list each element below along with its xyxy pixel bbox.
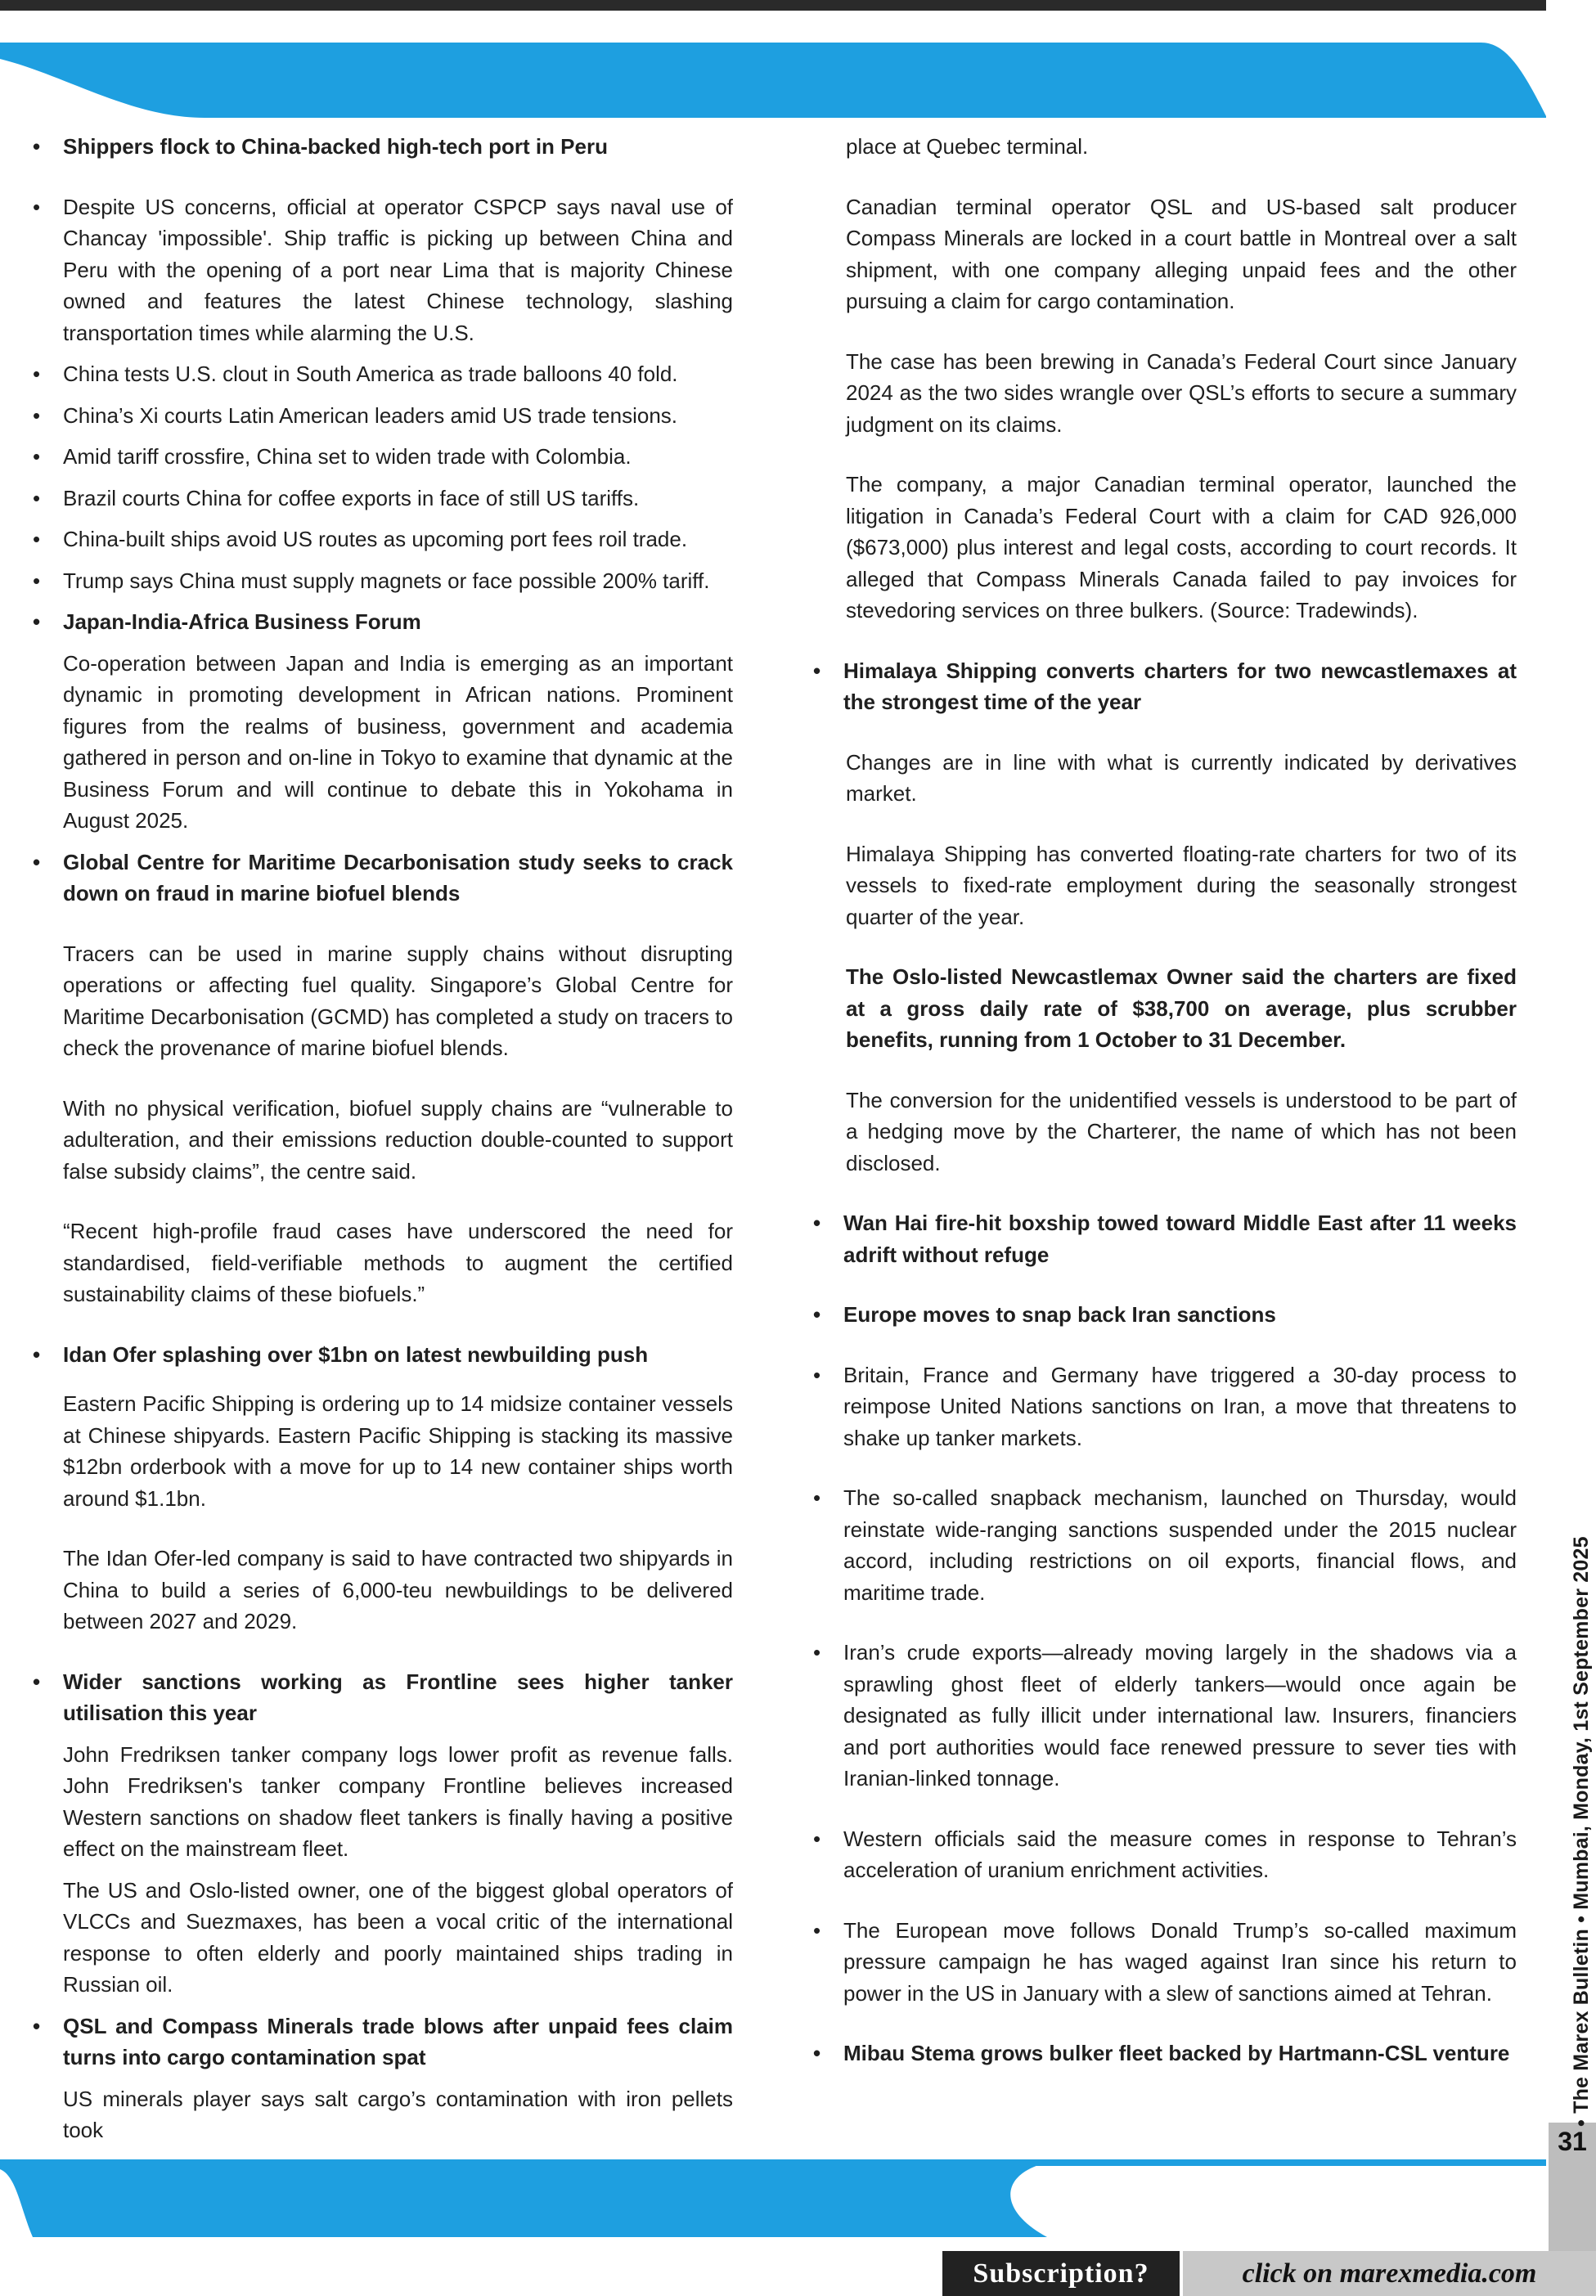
news-paragraph: place at Quebec terminal. <box>846 134 1089 159</box>
news-headline: • Japan-India-Africa Business Forum <box>33 606 733 638</box>
news-bullet: • Britain, France and Germany have triggered a 30-day process to reimpose United Nations sanctions on Iran, a move that threatens to shake up tanker markets. <box>813 1359 1517 1454</box>
news-bullet: • China tests U.S. clout in South America as trade balloons 40 fold. <box>33 358 733 390</box>
subscription-label: Subscription? <box>942 2251 1180 2296</box>
news-highlight: The Oslo-listed Newcastlemax Owner said the charters are fixed at a gross daily rate of $38,700 on average, plus scrubber benefits, running from 1 October to 31 December. <box>846 964 1517 1052</box>
left-column <box>33 131 733 2146</box>
marexmedia-link[interactable]: click on marexmedia.com <box>1183 2251 1596 2296</box>
news-paragraph: The Idan Ofer-led company is said to have contracted two shipyards in China to build a series of 6,000-teu newbuildings to be delivered between 2027 and 2029. <box>63 1546 733 1633</box>
news-headline: • Europe moves to snap back Iran sanctions <box>813 1299 1517 1331</box>
news-bullet: • Brazil courts China for coffee exports in face of still US tariffs. <box>33 483 733 514</box>
news-bullet: • Trump says China must supply magnets or face possible 200% tariff. <box>33 565 733 597</box>
news-paragraph: The case has been brewing in Canada’s Federal Court since January 2024 as the two sides wrangle over QSL’s efforts to secure a summary judgment on its claims. <box>846 348 1517 437</box>
news-bullet: • The so-called snapback mechanism, launched on Thursday, would reinstate wide-ranging sanctions suspended under the 2015 nuclear accord, including restrictions on oil exports, financial flows, and maritime trade. <box>813 1482 1517 1608</box>
news-paragraph: “Recent high-profile fraud cases have underscored the need for standardised, field-verifiable methods to augment the certified sustainability claims of these biofuels.” <box>63 1219 733 1306</box>
news-paragraph: Co-operation between Japan and India is emerging as an important dynamic in promoting development in African nations. Prominent figures from the realms of business, government and academia gathered in person and on-line in Tokyo to examine that dynamic at the Business Forum and will continue to debate this in Yokohama in August 2025. <box>63 650 733 833</box>
news-bullet: • China’s Xi courts Latin American leaders amid US trade tensions. <box>33 400 733 432</box>
news-headline: • Mibau Stema grows bulker fleet backed by Hartmann-CSL venture <box>813 2038 1517 2069</box>
page-number: 31 <box>1558 2127 1587 2156</box>
news-headline: • Idan Ofer splashing over $1bn on latest newbuilding push <box>33 1339 733 1371</box>
news-bullet: • The European move follows Donald Trump’s so-called maximum pressure campaign he has waged against Iran since his return to power in the US in January with a slew of sanctions aimed at Tehran. <box>813 1915 1517 2010</box>
news-headline: • Wan Hai fire-hit boxship towed toward Middle East after 11 weeks adrift without refuge <box>813 1207 1517 1270</box>
news-paragraph: John Fredriksen tanker company logs lower profit as revenue falls. John Fredriksen's tanker company Frontline believes increased Western sanctions on shadow fleet tankers is finally having a positive effect on the mainstream fleet. <box>63 1741 733 1861</box>
news-headline: • Global Centre for Maritime Decarbonisation study seeks to crack down on fraud in marine biofuel blends <box>33 847 733 910</box>
top-rule <box>0 0 1546 11</box>
news-bullet: • Amid tariff crossfire, China set to widen trade with Colombia. <box>33 441 733 473</box>
news-paragraph: Canadian terminal operator QSL and US-based salt producer Compass Minerals are locked in a court battle in Montreal over a salt shipment, with one company alleging unpaid fees and the other pursuing a claim for cargo contamination. <box>846 194 1517 313</box>
news-paragraph: The company, a major Canadian terminal operator, launched the litigation in Canada’s Federal Court with a claim for CAD 926,000 ($673,000) plus interest and legal costs, according to court records. It alleged that Compass Minerals Canada failed to pay invoices for stevedoring services on three bulkers. (Source: Tradewinds). <box>846 472 1517 622</box>
news-bullet: • China-built ships avoid US routes as upcoming port fees roil trade. <box>33 523 733 555</box>
news-paragraph: With no physical verification, biofuel supply chains are “vulnerable to adulteration, and their emissions reduction double-counted to support false subsidy claims”, the centre said. <box>63 1095 733 1184</box>
news-paragraph: The US and Oslo-listed owner, one of the biggest global operators of VLCCs and Suezmaxes, has been a vocal critic of the international response to often elderly and poorly maintained ships trading in Russian oil. <box>63 1877 733 1997</box>
footer-wave-band <box>0 2159 1596 2237</box>
news-headline: • Himalaya Shipping converts charters for two newcastlemaxes at the strongest time of the year <box>813 655 1517 718</box>
publication-sidebar: • The Marex Bulletin • Mumbai, Monday, 1st September 2025 <box>1570 1536 1593 2127</box>
header-wave-band <box>0 43 1596 118</box>
news-paragraph: Eastern Pacific Shipping is ordering up to 14 midsize container vessels at Chinese shipyards. Eastern Pacific Shipping is stacking its massive $12bn orderbook with a move for up to 14 new container ships worth around $1.1bn. <box>63 1391 733 1511</box>
news-headline: • QSL and Compass Minerals trade blows after unpaid fees claim turns into cargo contamination spat <box>33 2011 733 2074</box>
news-bullet: • Iran’s crude exports—already moving largely in the shadows via a sprawling ghost fleet of elderly tankers—would once again be designated as fully illicit under international law. Insurers, financiers and port authorities would face renewed pressure to sever ties with Iranian-linked tonnage. <box>813 1637 1517 1795</box>
news-bullet: • Despite US concerns, official at operator CSPCP says naval use of Chancay 'impossible'. Ship traffic is picking up between China and Peru with the opening of a port near Lima that is majority Chinese owned and features the latest Chinese technology, slashing transportation times while alarming the U.S. <box>33 191 733 349</box>
news-paragraph: US minerals player says salt cargo’s contamination with iron pellets took <box>63 2086 733 2142</box>
news-headline: • Wider sanctions working as Frontline sees higher tanker utilisation this year <box>33 1666 733 1729</box>
news-paragraph: The conversion for the unidentified vessels is understood to be part of a hedging move by the Charterer, the name of which has not been disclosed. <box>846 1087 1517 1175</box>
news-paragraph: Himalaya Shipping has converted floating-rate charters for two of its vessels to fixed-rate employment during the seasonally strongest quarter of the year. <box>846 841 1517 929</box>
news-bullet: • Western officials said the measure comes in response to Tehran’s acceleration of uranium enrichment activities. <box>813 1823 1517 1886</box>
right-column <box>813 131 1517 2069</box>
news-paragraph: Tracers can be used in marine supply chains without disrupting operations or affecting fuel quality. Singapore’s Global Centre for Maritime Decarbonisation (GCMD) has completed a study on tracers to check the provenance of marine biofuel blends. <box>63 941 733 1060</box>
news-paragraph: Changes are in line with what is currently indicated by derivatives market. <box>846 749 1517 806</box>
news-headline: • Shippers flock to China-backed high-tech port in Peru <box>33 131 733 163</box>
